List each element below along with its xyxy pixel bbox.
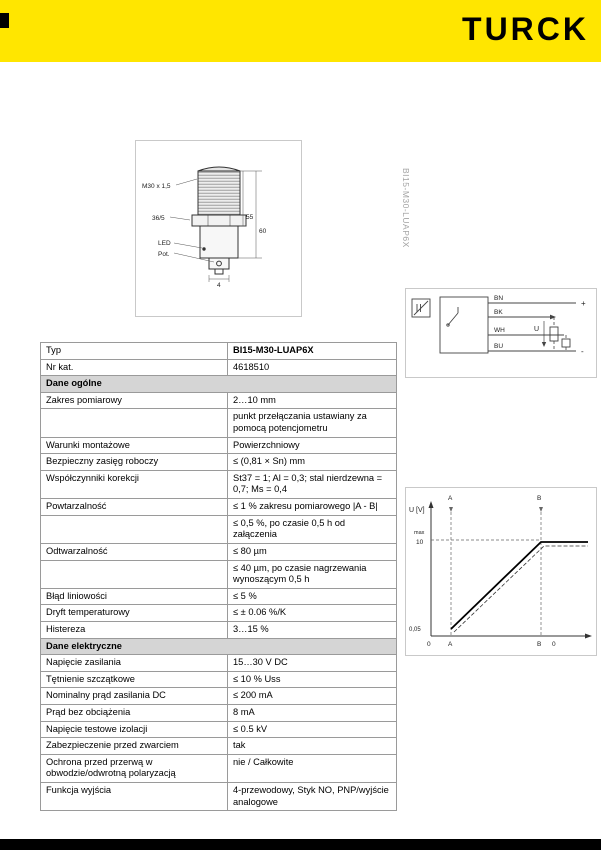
- table-row: [41, 671, 397, 688]
- spec-label: Dryft temperaturowy: [41, 605, 228, 622]
- spec-label: Zabezpieczenie przed zwarciem: [41, 738, 228, 755]
- table-row: [41, 605, 397, 622]
- wiring-diagram: [406, 289, 596, 377]
- led-label: LED: [158, 240, 171, 247]
- footer-bar: [0, 839, 601, 850]
- y-bottom-tick: 0,05: [409, 627, 421, 633]
- product-drawing-box: [135, 140, 302, 317]
- tolerance-curve: [454, 546, 588, 632]
- spec-label: Odtwarzalność: [41, 543, 228, 560]
- wire-bu-label: BU: [494, 343, 504, 350]
- output-curve: [451, 542, 588, 629]
- spec-value: ≤ ± 0.06 %/K: [228, 605, 397, 622]
- section-row: [41, 638, 397, 655]
- corner-mark: [0, 13, 9, 28]
- output-graph-box: [405, 487, 597, 656]
- table-row: [41, 409, 397, 437]
- edge-label: BI15-M30-LUAP6X: [401, 168, 411, 248]
- spec-value: ≤ 0,5 %, po czasie 0,5 h od załączenia: [228, 515, 397, 543]
- marker-a-top: A: [448, 495, 453, 502]
- spec-value: ≤ 80 µm: [228, 543, 397, 560]
- width-dim-label: 36/5: [152, 215, 165, 222]
- wiring-diagram-box: [405, 288, 597, 378]
- table-row: [41, 392, 397, 409]
- table-row: [41, 543, 397, 560]
- plus-terminal-label: +: [581, 299, 586, 308]
- table-row: [41, 738, 397, 755]
- x-zero-left: 0: [427, 641, 431, 648]
- length-60-label: 60: [259, 228, 267, 235]
- table-row: [41, 783, 397, 811]
- table-row: [41, 705, 397, 722]
- spec-label: [41, 515, 228, 543]
- spec-value: 4618510: [228, 359, 397, 376]
- table-row: [41, 754, 397, 782]
- spec-value: ≤ 200 mA: [228, 688, 397, 705]
- sensor-dimension-drawing: [136, 141, 301, 316]
- spec-value: ≤ 0.5 kV: [228, 721, 397, 738]
- table-row: [41, 437, 397, 454]
- thread-dim-label: M30 x 1,5: [142, 183, 171, 190]
- minus-terminal-label: -: [581, 347, 584, 356]
- spec-value: 2…10 mm: [228, 392, 397, 409]
- spec-label: Nominalny prąd zasilania DC: [41, 688, 228, 705]
- spec-label: Tętnienie szczątkowe: [41, 671, 228, 688]
- led-dot: [202, 247, 205, 250]
- section-label: Dane ogólne: [41, 376, 397, 393]
- spec-value: ≤ (0,81 × Sn) mm: [228, 454, 397, 471]
- table-row: [41, 621, 397, 638]
- load-resistor-icon: [562, 339, 570, 347]
- table-row: [41, 688, 397, 705]
- spec-label: Zakres pomiarowy: [41, 392, 228, 409]
- spec-label: Typ: [41, 343, 228, 360]
- wire-bn-label: BN: [494, 295, 504, 302]
- y-axis-label: U [V]: [409, 507, 425, 514]
- pot-label: Pot.: [158, 251, 170, 258]
- table-row: [41, 655, 397, 672]
- spec-table-body: [41, 343, 397, 811]
- spec-label: Prąd bez obciążenia: [41, 705, 228, 722]
- length-55-label: 55: [246, 214, 254, 221]
- spec-label: Nr kat.: [41, 359, 228, 376]
- table-row: [41, 454, 397, 471]
- spec-value: Powierzchniowy: [228, 437, 397, 454]
- spec-value: ≤ 40 µm, po czasie nagrzewania wynoszącym 0,5 h: [228, 560, 397, 588]
- spec-label: Bezpieczny zasięg roboczy: [41, 454, 228, 471]
- spec-value: nie / Całkowite: [228, 754, 397, 782]
- wire-wh-label: WH: [494, 327, 505, 334]
- dim-4-label: 4: [217, 282, 221, 289]
- y-top-tick: 10: [416, 539, 424, 546]
- spec-value: St37 = 1; Al = 0,3; stal nierdzewna = 0,7; Ms = 0,4: [228, 470, 397, 498]
- table-row: [41, 499, 397, 516]
- spec-value: 15…30 V DC: [228, 655, 397, 672]
- spec-value: ≤ 10 % Uss: [228, 671, 397, 688]
- max-label: max: [414, 530, 425, 536]
- spec-label: Histereza: [41, 621, 228, 638]
- table-row: [41, 470, 397, 498]
- table-row: [41, 560, 397, 588]
- spec-value: 4-przewodowy, Styk NO, PNP/wyjście analogowe: [228, 783, 397, 811]
- spec-label: [41, 409, 228, 437]
- spec-label: Współczynniki korekcji: [41, 470, 228, 498]
- table-row: [41, 721, 397, 738]
- load-resistor-icon: [550, 327, 558, 341]
- table-row: [41, 359, 397, 376]
- spec-label: Napięcie testowe izolacji: [41, 721, 228, 738]
- wire-bk-label: BK: [494, 309, 503, 316]
- spec-value: tak: [228, 738, 397, 755]
- spec-label: [41, 560, 228, 588]
- table-row: [41, 515, 397, 543]
- marker-a-bottom: A: [448, 641, 453, 648]
- header-bar: [0, 0, 601, 62]
- x-zero-right: 0: [552, 641, 556, 648]
- spec-label: Powtarzalność: [41, 499, 228, 516]
- output-characteristic-graph: [406, 488, 596, 655]
- table-row: [41, 343, 397, 360]
- table-row: [41, 588, 397, 605]
- spec-value: punkt przełączania ustawiany za pomocą potencjometru: [228, 409, 397, 437]
- spec-label: Warunki montażowe: [41, 437, 228, 454]
- section-label: Dane elektryczne: [41, 638, 397, 655]
- spec-value: 3…15 %: [228, 621, 397, 638]
- turck-logo: TURCK: [462, 11, 589, 47]
- spec-value: ≤ 5 %: [228, 588, 397, 605]
- marker-b-bottom: B: [537, 641, 542, 648]
- spec-label: Funkcja wyjścia: [41, 783, 228, 811]
- spec-label: Ochrona przed przerwą w obwodzie/odwrotną polaryzacją: [41, 754, 228, 782]
- marker-b-top: B: [537, 495, 542, 502]
- voltage-label: U: [534, 326, 540, 333]
- spec-label: Błąd liniowości: [41, 588, 228, 605]
- spec-value: 8 mA: [228, 705, 397, 722]
- spec-label: Napięcie zasilania: [41, 655, 228, 672]
- section-row: [41, 376, 397, 393]
- spec-value: BI15-M30-LUAP6X: [228, 343, 397, 360]
- spec-value: ≤ 1 % zakresu pomiarowego |A - B|: [228, 499, 397, 516]
- spec-table: [40, 342, 397, 811]
